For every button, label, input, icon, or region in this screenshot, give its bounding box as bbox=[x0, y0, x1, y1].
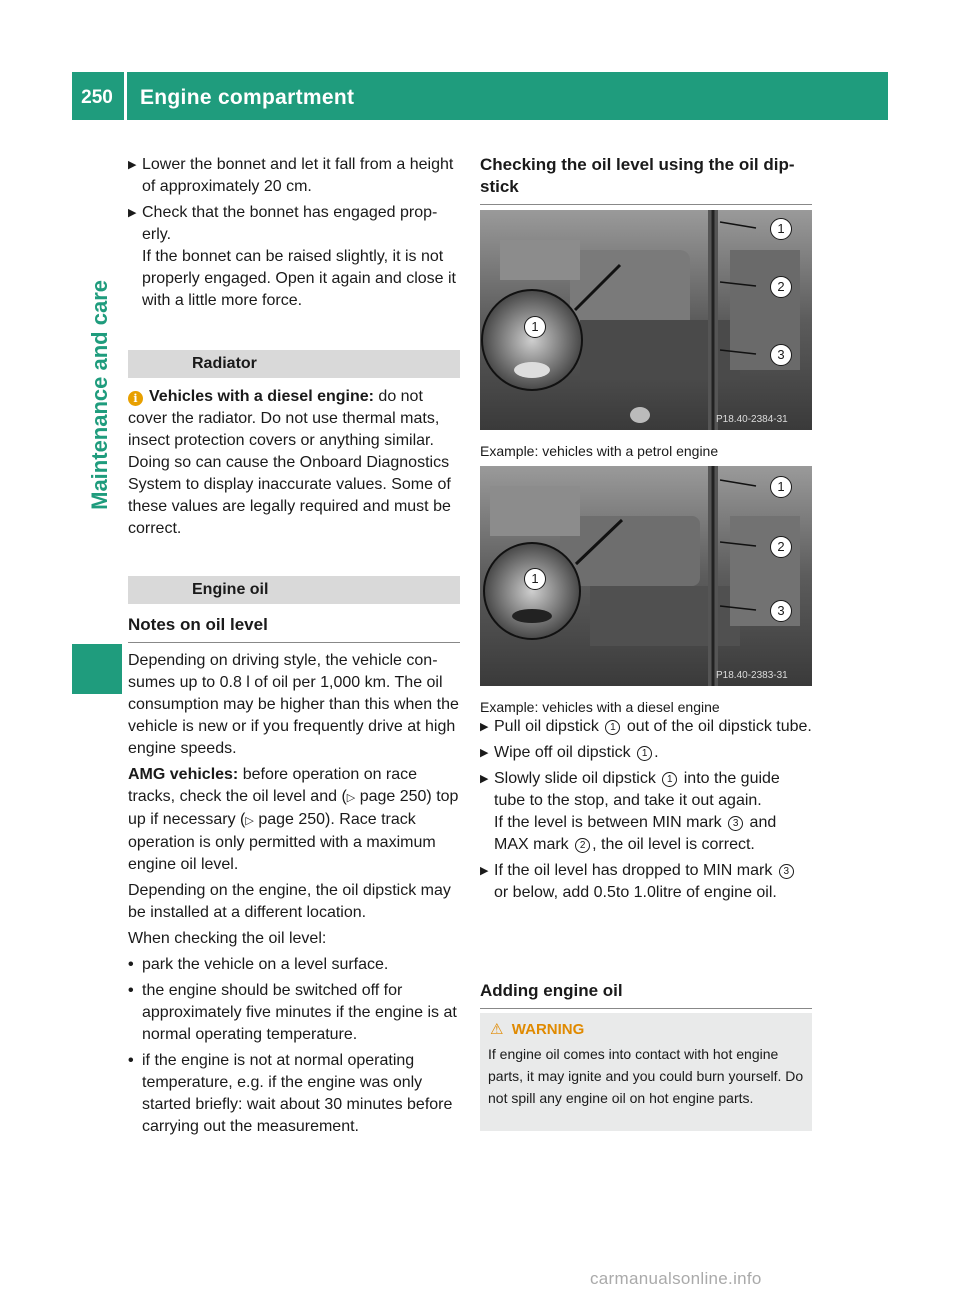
step-lower-bonnet: ▶ Lower the bonnet and let it fall from a height of approximately 20 cm. bbox=[128, 154, 460, 198]
step-arrow-icon: ▶ bbox=[480, 721, 489, 733]
info-icon: i bbox=[128, 391, 143, 406]
callout-2: 2 bbox=[770, 276, 792, 298]
figure-code: P18.40-2384-31 bbox=[716, 414, 788, 425]
step-arrow-icon: ▶ bbox=[480, 865, 489, 877]
list-item: • the engine should be switched off for approximately five minutes if the engine is at normal operating temperature. bbox=[128, 980, 460, 1046]
callout-1: 1 bbox=[524, 316, 546, 338]
oil-consumption-paragraph: Depending on driving style, the vehicle con-sumes up to 0.8 l of oil per 1,000 km. The oil consumption may be higher than this when the vehicle is new or if you frequently drive at high engine speeds. bbox=[128, 652, 459, 757]
callout-ref: 1 bbox=[662, 772, 677, 787]
header-divider bbox=[124, 72, 127, 120]
subheading-oil-level: Notes on oil level bbox=[128, 614, 460, 643]
side-tab-label: Maintenance and care bbox=[87, 280, 112, 510]
callout-3: 3 bbox=[770, 600, 792, 622]
radiator-note: i Vehicles with a diesel engine: do not cover the radiator. Do not use thermal mats, insect protection covers or anything similar. Doing so can cause the Onboard Diagnostics System to display inaccurate values. Some of these values are legally required and must be correct. bbox=[128, 388, 451, 537]
oil-notes-body bbox=[128, 650, 460, 1142]
page-title: Engine compartment bbox=[140, 86, 355, 109]
step-arrow-icon: ▶ bbox=[480, 747, 489, 759]
bullet-icon: • bbox=[128, 1052, 134, 1069]
step-wipe-dipstick: ▶ Wipe off oil dipstick 1 . bbox=[480, 742, 812, 764]
bonnet-note: If the bonnet can be raised slightly, it is not properly engaged. Open it again and close it with a little more force. bbox=[142, 248, 456, 309]
step-arrow-icon: ▶ bbox=[128, 207, 137, 219]
callout-2: 2 bbox=[770, 536, 792, 558]
callout-ref: 3 bbox=[728, 816, 743, 831]
figure-code: P18.40-2383-31 bbox=[716, 670, 788, 681]
bullet-icon: • bbox=[128, 956, 134, 973]
callout-ref: 2 bbox=[575, 838, 590, 853]
list-item: • park the vehicle on a level surface. bbox=[128, 954, 460, 976]
page-ref-link[interactable]: page 250 bbox=[359, 788, 427, 805]
callout-3: 3 bbox=[770, 344, 792, 366]
section-radiator: Radiator bbox=[128, 350, 460, 378]
side-tab-marker bbox=[72, 644, 122, 694]
caption-diesel: Example: vehicles with a diesel engine bbox=[480, 699, 720, 715]
side-tab bbox=[70, 280, 130, 680]
callout-1: 1 bbox=[770, 476, 792, 498]
engine-photo-petrol bbox=[480, 210, 812, 430]
step-add-oil: ▶ If the oil level has dropped to MIN mark 3 or below, add 0.5to 1.0litre of engine oil. bbox=[480, 860, 812, 904]
page-ref-link[interactable]: page 250 bbox=[258, 811, 326, 828]
step-pull-dipstick: ▶ Pull oil dipstick 1 out of the oil dipstick tube. bbox=[480, 716, 812, 738]
callout-ref: 1 bbox=[637, 746, 652, 761]
watermark: carmanualsonline.info bbox=[590, 1269, 762, 1288]
dipstick-steps bbox=[480, 716, 812, 908]
warning-text: If engine oil comes into contact with hot engine parts, it may ignite and you could burn yourself. Do not spill any engine oil on hot engine parts. bbox=[488, 1046, 804, 1106]
warning-icon: ⚠ bbox=[490, 1021, 504, 1038]
amg-paragraph: AMG vehicles: before operation on race tracks, check the oil level and (▷ page 250) top up if necessary (▷ page 250). Race track operation is only permitted with a maximum engine oil level. bbox=[128, 766, 459, 873]
subheading-adding-oil: Adding engine oil bbox=[480, 980, 812, 1009]
page-number: 250 bbox=[81, 87, 113, 108]
level-note: If the level is between MIN mark 3 and MAX mark 2 , the oil level is correct. bbox=[494, 814, 777, 853]
bullet-icon: • bbox=[128, 982, 134, 999]
callout-1: 1 bbox=[770, 218, 792, 240]
ref-arrow-icon: ▷ bbox=[245, 815, 254, 827]
bonnet-steps bbox=[128, 154, 460, 312]
engine-photo-diesel bbox=[480, 466, 812, 686]
list-item: • if the engine is not at normal operating temperature, e.g. if the engine was only started briefly: wait about 30 minutes before carrying out the measurement. bbox=[128, 1050, 460, 1138]
step-check-bonnet: ▶ Check that the bonnet has engaged prop-erly. bbox=[128, 202, 460, 246]
step-arrow-icon: ▶ bbox=[128, 159, 137, 171]
heading-checking-oil: Checking the oil level using the oil dip-stick bbox=[480, 154, 812, 205]
checking-intro: When checking the oil level: bbox=[128, 930, 327, 947]
warning-box bbox=[480, 1013, 812, 1131]
warning-heading: ⚠ WARNING bbox=[490, 1021, 585, 1038]
step-arrow-icon: ▶ bbox=[480, 773, 489, 785]
caption-petrol: Example: vehicles with a petrol engine bbox=[480, 443, 719, 459]
ref-arrow-icon: ▷ bbox=[346, 792, 356, 804]
callout-ref: 3 bbox=[779, 864, 794, 879]
dipstick-location-paragraph: Depending on the engine, the oil dipstick may be installed at a different location. bbox=[128, 882, 451, 921]
step-slide-dipstick: ▶ Slowly slide oil dipstick 1 into the guide tube to the stop, and take it out again. bbox=[480, 768, 812, 812]
callout-ref: 1 bbox=[605, 720, 620, 735]
callout-1: 1 bbox=[524, 568, 546, 590]
section-engine-oil: Engine oil bbox=[128, 576, 460, 604]
